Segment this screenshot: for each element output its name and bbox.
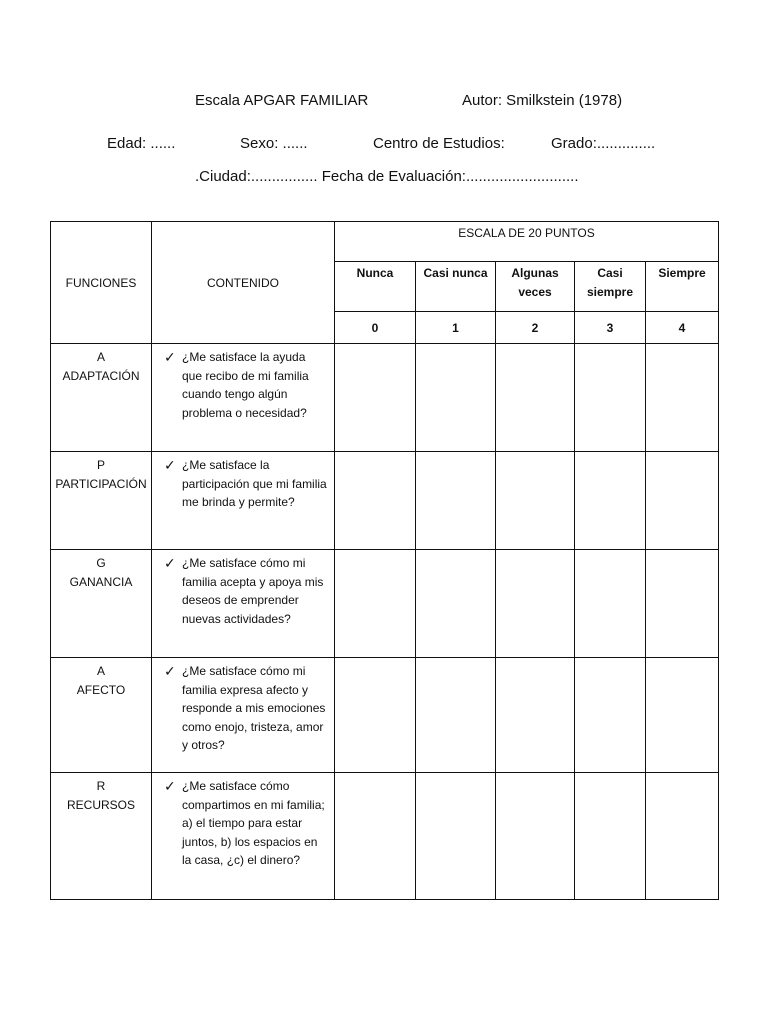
content-cell — [152, 550, 335, 658]
check-icon: ✓ — [164, 349, 176, 365]
question-text: ¿Me satisface la participación que mi familia me brinda y permite? — [182, 458, 327, 509]
edad-field: Edad: ...... — [107, 135, 176, 152]
answer-cell[interactable] — [335, 452, 416, 550]
option-label: Siempre — [646, 262, 719, 312]
sexo-field: Sexo: ...... — [240, 135, 308, 152]
answer-cell[interactable] — [575, 344, 646, 452]
check-icon: ✓ — [164, 555, 176, 571]
table-row — [51, 550, 719, 658]
answer-cell[interactable] — [646, 550, 719, 658]
answer-cell[interactable] — [496, 658, 575, 773]
option-label: Algunas veces — [496, 262, 575, 312]
table-row — [51, 344, 719, 452]
answer-cell[interactable] — [496, 550, 575, 658]
answer-cell[interactable] — [335, 658, 416, 773]
answer-cell[interactable] — [416, 773, 496, 900]
function-cell — [51, 658, 152, 773]
answer-cell[interactable] — [416, 550, 496, 658]
header-funciones: FUNCIONES — [51, 222, 152, 344]
function-name: AFECTO — [76, 683, 126, 697]
function-name: ADAPTACIÓN — [62, 369, 140, 383]
header-contenido: CONTENIDO — [152, 222, 335, 344]
option-value: 1 — [416, 312, 496, 344]
table-row — [51, 452, 719, 550]
table-row — [51, 773, 719, 900]
question-text: ¿Me satisface cómo mi familia acepta y apoya mis deseos de emprender nuevas actividades? — [182, 556, 324, 626]
answer-cell[interactable] — [416, 658, 496, 773]
function-cell — [51, 344, 152, 452]
answer-cell[interactable] — [646, 773, 719, 900]
answer-cell[interactable] — [496, 344, 575, 452]
answer-cell[interactable] — [496, 773, 575, 900]
option-value: 2 — [496, 312, 575, 344]
function-name: RECURSOS — [66, 798, 135, 812]
function-cell — [51, 550, 152, 658]
function-letter: R — [96, 779, 106, 793]
answer-cell[interactable] — [646, 344, 719, 452]
answer-cell[interactable] — [575, 452, 646, 550]
option-value: 3 — [575, 312, 646, 344]
option-value: 4 — [646, 312, 719, 344]
option-label: Nunca — [335, 262, 416, 312]
check-icon: ✓ — [164, 663, 176, 679]
scale-title: ESCALA DE 20 PUNTOS — [335, 222, 719, 262]
answer-cell[interactable] — [416, 452, 496, 550]
apgar-table — [50, 221, 719, 900]
answer-cell[interactable] — [575, 773, 646, 900]
function-letter: G — [96, 556, 106, 570]
function-cell — [51, 773, 152, 900]
function-name: PARTICIPACIÓN — [55, 477, 147, 491]
content-cell — [152, 452, 335, 550]
table-row — [51, 658, 719, 773]
content-cell — [152, 658, 335, 773]
question-text: ¿Me satisface la ayuda que recibo de mi familia cuando tengo algún problema o necesidad? — [182, 350, 309, 420]
question-text: ¿Me satisface cómo mi familia expresa afecto y responde a mis emociones como enojo, tristeza, amor y otros? — [182, 664, 326, 752]
function-letter: P — [96, 458, 105, 472]
answer-cell[interactable] — [335, 344, 416, 452]
answer-cell[interactable] — [575, 550, 646, 658]
function-letter: A — [96, 350, 105, 364]
function-cell — [51, 452, 152, 550]
function-letter: A — [96, 664, 105, 678]
option-label: Casi nunca — [416, 262, 496, 312]
form-author: Autor: Smilkstein (1978) — [462, 92, 623, 109]
answer-cell[interactable] — [335, 550, 416, 658]
answer-cell[interactable] — [575, 658, 646, 773]
question-text: ¿Me satisface cómo compartimos en mi familia; a) el tiempo para estar juntos, b) los espacios en la casa, ¿c) el dinero? — [182, 779, 325, 867]
centro-estudios-field: Centro de Estudios: — [373, 135, 505, 152]
answer-cell[interactable] — [496, 452, 575, 550]
check-icon: ✓ — [164, 457, 176, 473]
ciudad-fecha-field: .Ciudad:................ Fecha de Evaluación:........................... — [195, 168, 579, 185]
answer-cell[interactable] — [416, 344, 496, 452]
answer-cell[interactable] — [646, 658, 719, 773]
option-value: 0 — [335, 312, 416, 344]
answer-cell[interactable] — [646, 452, 719, 550]
content-cell — [152, 773, 335, 900]
answer-cell[interactable] — [335, 773, 416, 900]
form-title: Escala APGAR FAMILIAR — [195, 92, 369, 109]
function-name: GANANCIA — [69, 575, 133, 589]
option-label: Casi siempre — [575, 262, 646, 312]
content-cell — [152, 344, 335, 452]
grado-field: Grado:.............. — [551, 135, 656, 152]
check-icon: ✓ — [164, 778, 176, 794]
